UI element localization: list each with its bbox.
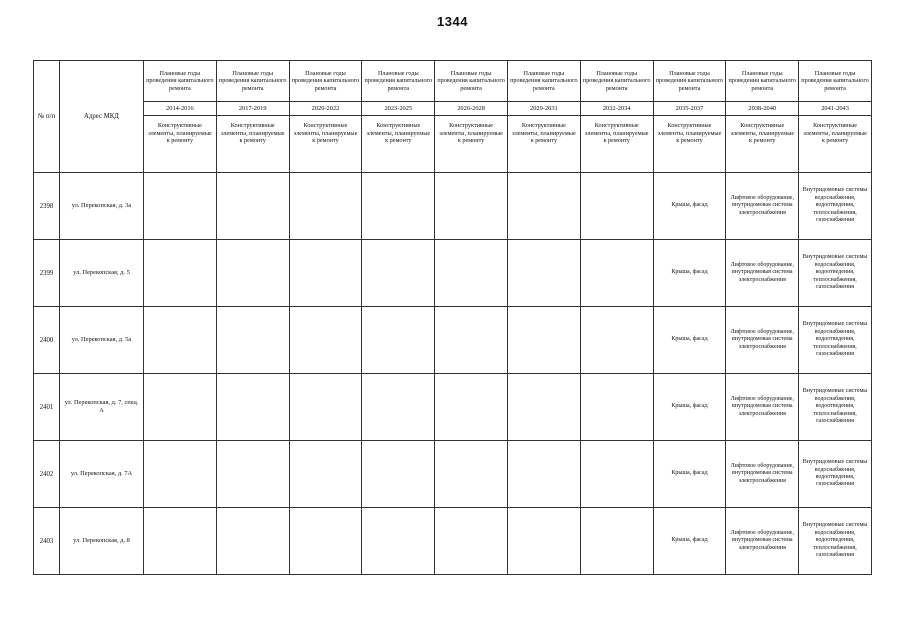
header-sub: Конструктивные элементы, планируемые к ремонту: [362, 116, 435, 173]
header-row-plan: [34, 61, 872, 102]
row-cell: [435, 374, 508, 441]
row-cell: [362, 240, 435, 307]
row-cell: [580, 374, 653, 441]
row-address: ул. Перекопская, д. 8: [60, 508, 144, 575]
row-number: 2401: [34, 374, 60, 441]
row-cell: Крыша, фасад: [653, 173, 726, 240]
row-cell: Крыша, фасад: [653, 508, 726, 575]
header-period: 2020-2022: [289, 102, 362, 116]
table-body: [34, 173, 872, 575]
row-cell: [507, 173, 580, 240]
row-cell: [144, 441, 217, 508]
row-cell: [507, 508, 580, 575]
header-plan: Плановые годы проведения капитального ремонта: [507, 61, 580, 102]
row-cell: [216, 508, 289, 575]
row-cell: Крыша, фасад: [653, 307, 726, 374]
table-header: [34, 61, 872, 173]
table-row: [34, 441, 872, 508]
row-cell: Внутридомовые системы водоснабжения, водоотведения, теплоснабжения, газоснабжения: [799, 173, 872, 240]
row-cell: Внутридомовые системы водоснабжения, водоотведения, теплоснабжения, газоснабжения: [799, 508, 872, 575]
row-cell: [216, 441, 289, 508]
row-cell: Крыша, фасад: [653, 374, 726, 441]
header-period: 2038-2040: [726, 102, 799, 116]
header-plan: Плановые годы проведения капитального ремонта: [289, 61, 362, 102]
row-cell: [216, 240, 289, 307]
row-cell: [435, 441, 508, 508]
row-cell: [362, 374, 435, 441]
row-cell: [580, 307, 653, 374]
header-sub: Конструктивные элементы, планируемые к ремонту: [653, 116, 726, 173]
header-sub: Конструктивные элементы, планируемые к ремонту: [289, 116, 362, 173]
row-cell: [289, 240, 362, 307]
header-period: 2023-2025: [362, 102, 435, 116]
header-sub: Конструктивные элементы, планируемые к ремонту: [799, 116, 872, 173]
row-cell: [289, 441, 362, 508]
row-cell: [362, 441, 435, 508]
row-number: 2402: [34, 441, 60, 508]
row-number: 2403: [34, 508, 60, 575]
header-row-sub: [34, 116, 872, 173]
header-num: № п/п: [34, 61, 60, 173]
header-row-years: [34, 102, 872, 116]
row-cell: [289, 173, 362, 240]
header-sub: Конструктивные элементы, планируемые к ремонту: [507, 116, 580, 173]
row-number: 2398: [34, 173, 60, 240]
table-row: [34, 240, 872, 307]
row-cell: [435, 240, 508, 307]
row-address: ул. Перекопская, д. 7А: [60, 441, 144, 508]
header-period: 2041-2043: [799, 102, 872, 116]
row-cell: [580, 441, 653, 508]
row-cell: [216, 307, 289, 374]
header-sub: Конструктивные элементы, планируемые к ремонту: [435, 116, 508, 173]
row-cell: [289, 374, 362, 441]
row-cell: [144, 374, 217, 441]
row-cell: [507, 374, 580, 441]
capital-repair-table: [33, 60, 872, 575]
row-cell: [144, 508, 217, 575]
row-cell: [362, 173, 435, 240]
table-row: [34, 173, 872, 240]
row-cell: [216, 374, 289, 441]
header-period: 2032-2034: [580, 102, 653, 116]
row-cell: [289, 307, 362, 374]
row-cell: Лифтовое оборудование, внутридомовая система электроснабжения: [726, 374, 799, 441]
header-plan: Плановые годы проведения капитального ремонта: [580, 61, 653, 102]
header-sub: Конструктивные элементы, планируемые к ремонту: [726, 116, 799, 173]
row-cell: [507, 307, 580, 374]
header-plan: Плановые годы проведения капитального ремонта: [799, 61, 872, 102]
header-plan: Плановые годы проведения капитального ремонта: [435, 61, 508, 102]
page-number: 1344: [437, 14, 468, 29]
row-cell: Лифтовое оборудование, внутридомовая система электроснабжения: [726, 240, 799, 307]
row-address: ул. Перекопская, д. 5: [60, 240, 144, 307]
row-cell: [289, 508, 362, 575]
row-cell: Лифтовое оборудование, внутридомовая система электроснабжения: [726, 307, 799, 374]
row-cell: [507, 240, 580, 307]
row-cell: [144, 173, 217, 240]
row-cell: [362, 508, 435, 575]
header-period: 2017-2019: [216, 102, 289, 116]
row-address: ул. Перекопская, д. 5а: [60, 307, 144, 374]
row-cell: [144, 307, 217, 374]
row-cell: Лифтовое оборудование, внутридомовая система электроснабжения: [726, 173, 799, 240]
row-number: 2400: [34, 307, 60, 374]
row-cell: [362, 307, 435, 374]
table-row: [34, 508, 872, 575]
row-cell: [435, 508, 508, 575]
table-row: [34, 307, 872, 374]
row-address: ул. Перекопская, д. 3а: [60, 173, 144, 240]
row-cell: [507, 441, 580, 508]
header-plan: Плановые годы проведения капитального ремонта: [216, 61, 289, 102]
row-cell: [435, 173, 508, 240]
row-cell: [580, 508, 653, 575]
row-cell: Крыша, фасад: [653, 240, 726, 307]
header-plan: Плановые годы проведения капитального ремонта: [653, 61, 726, 102]
header-plan: Плановые годы проведения капитального ремонта: [144, 61, 217, 102]
row-cell: [216, 173, 289, 240]
row-cell: [580, 173, 653, 240]
row-cell: Лифтовое оборудование, внутридомовая система электроснабжения: [726, 508, 799, 575]
header-plan: Плановые годы проведения капитального ремонта: [726, 61, 799, 102]
row-cell: Внутридомовые системы водоснабжения, водоотведения, теплоснабжения, газоснабжения: [799, 240, 872, 307]
row-cell: Внутридомовые системы водоснабжения, водоотведения, газоснабжения: [799, 441, 872, 508]
row-cell: Внутридомовые системы водоснабжения, водоотведения, теплоснабжения, газоснабжения: [799, 307, 872, 374]
row-address: ул. Перекопская, д. 7, секц. А: [60, 374, 144, 441]
row-cell: Внутридомовые системы водоснабжения, водоотведения, теплоснабжения, газоснабжения: [799, 374, 872, 441]
header-address: Адрес МКД: [60, 61, 144, 173]
row-cell: Лифтовое оборудование, внутридомовая система электроснабжения: [726, 441, 799, 508]
row-number: 2399: [34, 240, 60, 307]
header-sub: Конструктивные элементы, планируемые к ремонту: [144, 116, 217, 173]
row-cell: [580, 240, 653, 307]
row-cell: [144, 240, 217, 307]
row-cell: Крыша, фасад: [653, 441, 726, 508]
table-row: [34, 374, 872, 441]
header-period: 2014-2016: [144, 102, 217, 116]
header-sub: Конструктивные элементы, планируемые к ремонту: [580, 116, 653, 173]
header-period: 2035-2037: [653, 102, 726, 116]
header-period: 2026-2028: [435, 102, 508, 116]
header-plan: Плановые годы проведения капитального ремонта: [362, 61, 435, 102]
header-sub: Конструктивные элементы, планируемые к ремонту: [216, 116, 289, 173]
header-period: 2029-2031: [507, 102, 580, 116]
row-cell: [435, 307, 508, 374]
